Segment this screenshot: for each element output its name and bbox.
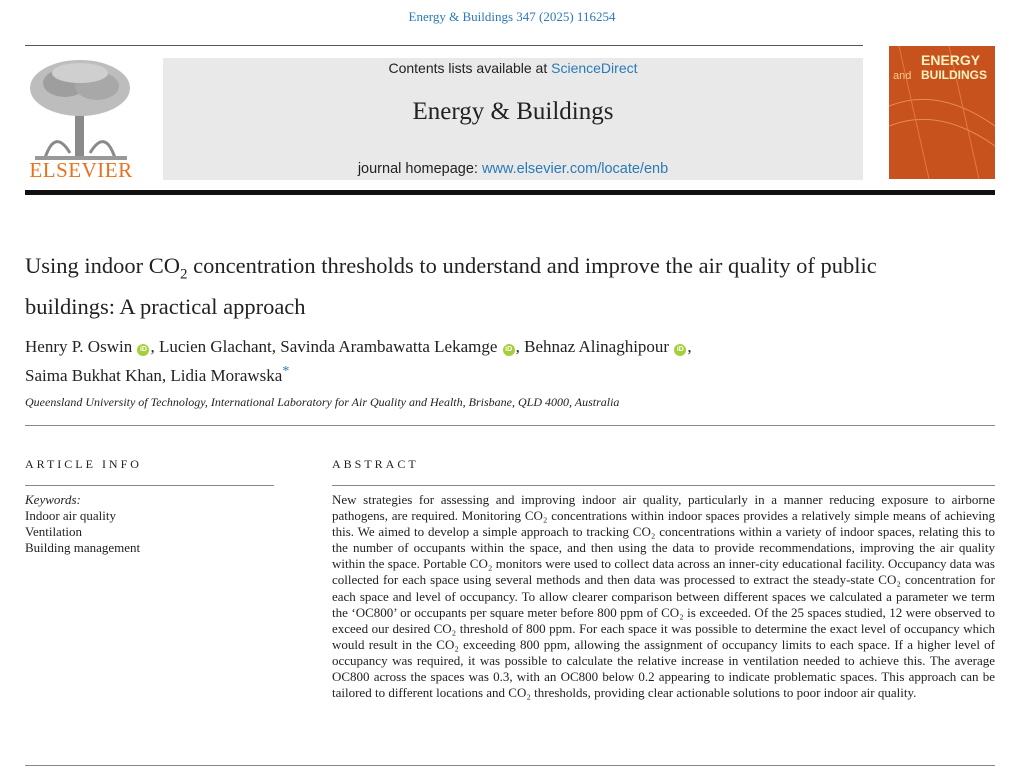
contents-line: Contents lists available at ScienceDirect <box>388 60 638 76</box>
elsevier-logo <box>25 58 137 180</box>
cover-title-2: BUILDINGS <box>921 68 987 82</box>
author-1[interactable]: Henry P. Oswin <box>25 337 133 356</box>
sciencedirect-link[interactable]: ScienceDirect <box>551 60 638 76</box>
affiliation: Queensland University of Technology, International Laboratory for Air Quality and Health, Brisbane, QLD 4000, Australia <box>25 395 620 409</box>
homepage-link[interactable]: www.elsevier.com/locate/enb <box>481 161 669 177</box>
author-2[interactable]: Lucien Glachant <box>158 337 272 356</box>
journal-reference[interactable]: Energy & Buildings 347 (2025) 116254 <box>408 9 616 24</box>
journal-cover[interactable] <box>889 46 995 179</box>
keywords-label: Keywords: <box>25 492 81 507</box>
keyword-item: Building management <box>25 540 141 555</box>
article-info-heading: ARTICLE INFO <box>25 457 142 471</box>
abstract-text: New strategies for assessing and improving indoor air quality, particularly in a manner reducing exposure to airborne pathogens, are required. Monitoring CO₂ concentrations within indoor spaces provides a relatively simple means of achieving this. We aimed to develop a simple approach to tracking CO₂ concentrations within a variety of indoor spaces, relating this to the number of occupants within the space, and then using the data to provide recommendations, improving the air quality within the space. Portable CO₂ monitors were used to collect data across an inner-city educational facility. Occupancy data was collected for each space using several methods and then data was processed to extract the steady-state CO₂ concentration for each space and level of occupancy. To allow clearer comparison between different spaces we calculated a parameter we term the ‘OC800’ or occupants per square meter before 800 ppm of CO₂ is exceeded. Of the 25 spaces studied, 12 were observed to exceed our desired CO₂ threshold of 800 ppm. For each space it was possible to determine the exact level of occupancy which would result in the CO₂ exceeding 800 ppm, allowing the assignment of occupancy limits to each space. If a higher level of occupancy was required, it was possible to calculate the relative increase in ventilation needed to achieve this. The average OC800 across the spaces was 0.3, with an OC800 below 0.2 appearing to indicate problematic spaces. This approach can be tailored to different locations and CO₂ thresholds, providing clear actionable solutions to poor indoor air quality. <box>332 492 995 701</box>
keywords-block <box>25 492 140 556</box>
keyword-item: Ventilation <box>25 524 83 539</box>
corresponding-author-mark[interactable]: * <box>282 364 290 379</box>
cover-title-1: ENERGY <box>921 52 981 68</box>
cover-and: and <box>893 70 912 82</box>
info-rule <box>25 485 274 486</box>
author-5[interactable]: Saima Bukhat Khan <box>25 366 162 385</box>
author-3[interactable]: Savinda Arambawatta Lekamge <box>280 337 498 356</box>
abstract-rule <box>332 485 995 486</box>
author-4[interactable]: Behnaz Alinaghipour <box>524 337 670 356</box>
author-list: Henry P. Oswin iD , Lucien Glachant, Savinda Arambawatta Lekamge iD , Behnaz Alinaghipour iD , Saima Bukhat Khan, Lidia Morawska* <box>25 337 692 385</box>
article-title: Using indoor $CO_2$ concentration thresholds to understand and improve the air quality of public buildings: A practical approach <box>25 253 877 319</box>
journal-banner <box>163 58 863 180</box>
homepage-line: journal homepage: www.elsevier.com/locate/enb <box>357 161 669 177</box>
bottom-rule <box>25 765 995 766</box>
orcid-icon[interactable]: iD <box>503 344 515 356</box>
section-rule <box>25 425 995 426</box>
header-rule <box>25 45 863 46</box>
author-6[interactable]: Lidia Morawska <box>170 366 283 385</box>
abstract-heading: ABSTRACT <box>332 457 419 471</box>
journal-name: Energy & Buildings <box>412 98 614 125</box>
publisher-wordmark: ELSEVIER <box>29 158 133 182</box>
header-thick-rule <box>25 190 995 195</box>
keyword-item: Indoor air quality <box>25 508 116 523</box>
orcid-icon[interactable]: iD <box>674 344 686 356</box>
orcid-icon[interactable]: iD <box>137 344 149 356</box>
